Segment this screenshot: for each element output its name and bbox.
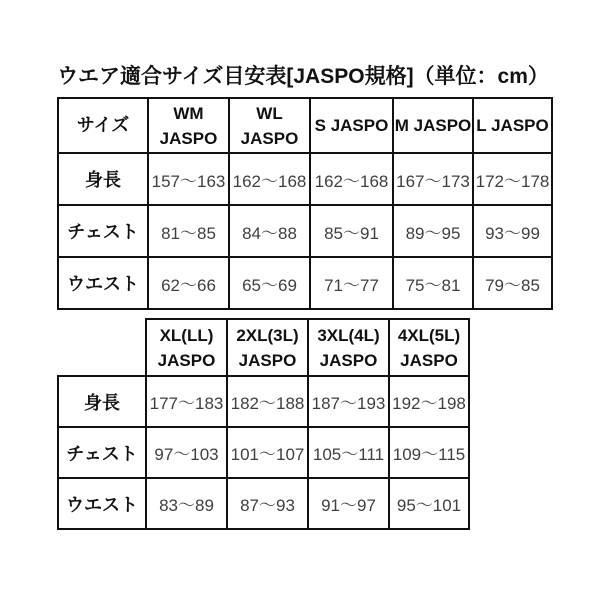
header-label: XL(LL) xyxy=(159,325,214,345)
header-cell-empty xyxy=(58,319,146,376)
row-label: チェスト xyxy=(58,427,146,478)
data-cell: 65〜69 xyxy=(229,257,310,309)
header-cell-s xyxy=(310,98,393,153)
table-row-waist xyxy=(58,257,552,309)
data-cell: 105〜111 xyxy=(308,427,389,478)
data-cell: 101〜107 xyxy=(227,427,308,478)
data-cell: 97〜103 xyxy=(146,427,227,478)
data-cell: 167〜173 xyxy=(393,153,473,205)
header-cell-wl xyxy=(229,98,310,153)
header-cell-4xl xyxy=(389,319,469,376)
header-cell-size xyxy=(58,98,148,153)
data-cell: 157〜163 xyxy=(148,153,229,205)
header-cell-3xl xyxy=(308,319,389,376)
size-table-extended xyxy=(57,318,470,530)
data-cell: 93〜99 xyxy=(473,205,552,257)
header-cell-l xyxy=(473,98,552,153)
row-label: 身長 xyxy=(58,153,148,205)
header-label: サイズ xyxy=(76,115,130,135)
data-cell: 177〜183 xyxy=(146,376,227,427)
row-label: 身長 xyxy=(58,376,146,427)
table-row-chest xyxy=(58,427,469,478)
header-cell-2xl xyxy=(227,319,308,376)
page-title: ウエア適合サイズ目安表[JASPO規格]（単位：cm） xyxy=(57,65,549,88)
header-label: 4XL(5L) xyxy=(397,325,461,345)
data-cell: 192〜198 xyxy=(389,376,469,427)
row-label: ウエスト xyxy=(58,478,146,529)
row-label: チェスト xyxy=(58,205,148,257)
data-cell: 84〜88 xyxy=(229,205,310,257)
header-label: WL xyxy=(256,103,283,123)
header-label-line2: JASPO xyxy=(157,350,216,370)
data-cell: 95〜101 xyxy=(389,478,469,529)
table-row-height xyxy=(58,153,552,205)
header-label: 3XL(4L) xyxy=(317,325,380,345)
header-label-line2: JASPO xyxy=(319,350,378,370)
data-cell: 89〜95 xyxy=(393,205,473,257)
header-label-line2: JASPO xyxy=(238,350,297,370)
data-cell: 85〜91 xyxy=(310,205,393,257)
data-cell: 83〜89 xyxy=(146,478,227,529)
data-cell: 162〜168 xyxy=(229,153,310,205)
header-row xyxy=(58,319,469,376)
data-cell: 182〜188 xyxy=(227,376,308,427)
data-cell: 79〜85 xyxy=(473,257,552,309)
header-cell-m xyxy=(393,98,473,153)
header-label: WM xyxy=(173,103,204,123)
header-row xyxy=(58,98,552,153)
data-cell: 91〜97 xyxy=(308,478,389,529)
data-cell: 187〜193 xyxy=(308,376,389,427)
header-label: 2XL(3L) xyxy=(236,325,299,345)
data-cell: 71〜77 xyxy=(310,257,393,309)
row-label: ウエスト xyxy=(58,257,148,309)
data-cell: 162〜168 xyxy=(310,153,393,205)
data-cell: 75〜81 xyxy=(393,257,473,309)
table-row-waist xyxy=(58,478,469,529)
header-label: S JASPO xyxy=(314,116,389,135)
header-cell-xl xyxy=(146,319,227,376)
header-label: M JASPO xyxy=(394,116,472,135)
data-cell: 81〜85 xyxy=(148,205,229,257)
table-row-chest xyxy=(58,205,552,257)
header-cell-wm xyxy=(148,98,229,153)
header-label-line2: JASPO xyxy=(240,128,299,148)
data-cell: 109〜115 xyxy=(389,427,469,478)
header-label: L JASPO xyxy=(476,116,549,135)
header-label-line2: JASPO xyxy=(159,128,218,148)
data-cell: 172〜178 xyxy=(473,153,552,205)
table-row-height xyxy=(58,376,469,427)
data-cell: 62〜66 xyxy=(148,257,229,309)
header-label-line2: JASPO xyxy=(400,350,458,370)
data-cell: 87〜93 xyxy=(227,478,308,529)
size-table-standard xyxy=(57,97,553,310)
